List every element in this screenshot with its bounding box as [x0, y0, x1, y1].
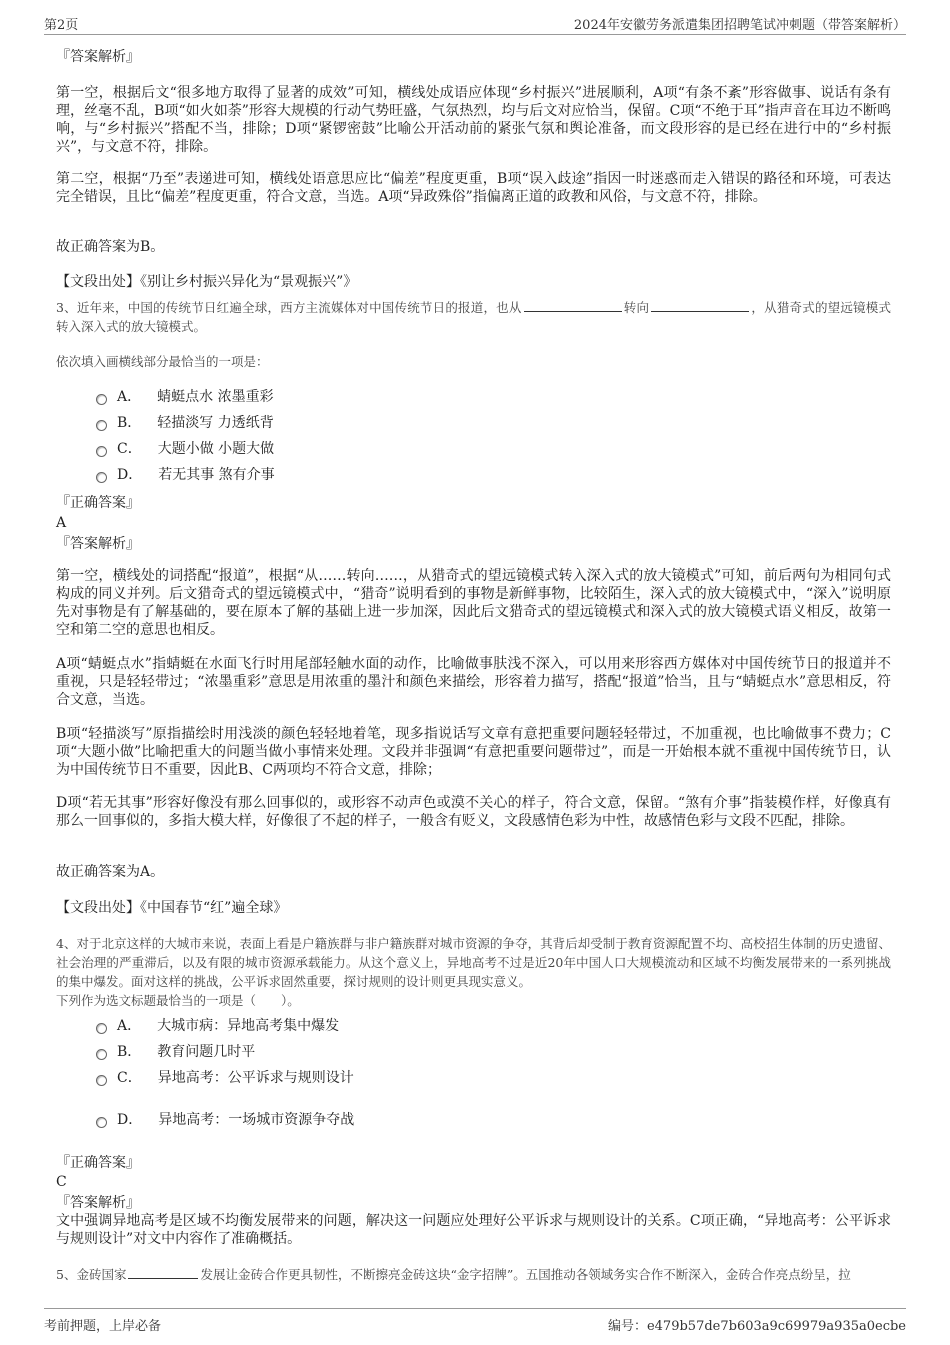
q3-conclusion: 故正确答案为A。: [56, 864, 165, 880]
q4-analysis: 文中强调异地高考是区域不均衡发展带来的问题，解决这一问题应处理好公平诉求与规则设计的关系。C项正确，“异地高考：公平诉求与规则设计”对文中内容作了准确概括。: [56, 1213, 891, 1247]
q3-option-d[interactable]: D． 若无其事 煞有介事: [96, 466, 275, 484]
q5-stem: 5、金砖国家 发展让金砖合作更具韧性，不断擦亮金砖这块“金字招牌”。五国推动各领域务实合作不断深入，金砖合作亮点纷呈，拉: [56, 1267, 851, 1282]
q2-conclusion: 故正确答案为B。: [56, 239, 165, 255]
q4-option-d[interactable]: D． 异地高考：一场城市资源争夺战: [96, 1111, 354, 1129]
radio-icon[interactable]: [96, 1117, 107, 1128]
document-title: 2024年安徽劳务派遣集团招聘笔试冲刺题（带答案解析）: [573, 18, 906, 33]
q4-option-c[interactable]: C． 异地高考：公平诉求与规则设计: [96, 1069, 354, 1087]
q3-analysis-p3: B项“轻描淡写”原指描绘时用浅淡的颜色轻轻地着笔，现多指说话写文章有意把重要问题轻轻带过，不加重视，也比喻做事不费力；C项“大题小做”比喻把重大的问题当做小事情来处理。文段并非强调“有意把重要问题带过”，而是一开始根本就不重视中国传统节日，认为中国传统节日不重要，因此B、C两项均不符合文意，排除；: [56, 726, 891, 778]
radio-icon[interactable]: [96, 420, 107, 431]
q4-answer: C: [56, 1174, 67, 1190]
q4-analysis-label: 『答案解析』: [56, 1195, 140, 1211]
q3-prompt: 依次填入画横线部分最恰当的一项是：: [56, 354, 269, 369]
radio-icon[interactable]: [96, 1049, 107, 1060]
q4-answer-label: 『正确答案』: [56, 1155, 140, 1171]
q4-prompt: 下列作为选文标题最恰当的一项是（ ）。: [56, 993, 300, 1008]
q2-analysis-p1: 第一空，根据后文“很多地方取得了显著的成效”可知，横线处成语应体现“乡村振兴”进展顺利，A项“有条不紊”形容做事、说话有条有理，丝毫不乱，B项“如火如荼”形容大规模的行动气势旺盛，气氛热烈，均与后文对应恰当，保留。C项“不绝于耳”指声音在耳边不断鸣响，与“乡村振兴”搭配不当，排除；D项“紧锣密鼓”比喻公开活动前的紧张气氛和舆论准备，而文段形容的是已经在进行中的“乡村振兴”，与文意不符，排除。: [56, 85, 891, 155]
q3-analysis-p2: A项“蜻蜓点水”指蜻蜓在水面飞行时用尾部轻触水面的动作，比喻做事肤浅不深入，可以用来形容西方媒体对中国传统节日的报道并不重视，只是轻轻带过；“浓墨重彩”意思是用浓重的墨汁和颜色来描绘，形容着力描写，搭配“报道”恰当，且与“蜻蜓点水”意思相反，符合文意，当选。: [56, 656, 891, 708]
q3-answer: A: [56, 515, 67, 531]
q5-blank-1: [128, 1266, 198, 1279]
q3-source: 【文段出处】《中国春节“红”遍全球》: [56, 900, 288, 916]
q3-option-b[interactable]: B． 轻描淡写 力透纸背: [96, 414, 274, 432]
radio-icon[interactable]: [96, 446, 107, 457]
q3-blank-1: [524, 299, 622, 312]
q4-stem: 4、对于北京这样的大城市来说，表面上看是户籍族群与非户籍族群对城市资源的争夺，其背后却受制于教育资源配置不均、高校招生体制的历史遗留、社会治理的严重滞后，以及有限的城市资源承载能力。从这个意义上，异地高考不过是近20年中国人口大规模流动和区域不均衡发展带来的一系列挑战的集中爆发。面对这样的挑战，公平诉求固然重要，探讨规则的设计则更具现实意义。: [56, 936, 891, 989]
q3-analysis-label: 『答案解析』: [56, 536, 140, 552]
q3-blank-2: [651, 299, 749, 312]
document-id: 编号：e479b57de7b603a9c69979a935a0ecbe: [607, 1319, 906, 1334]
q4-option-b[interactable]: B． 教育问题几时平: [96, 1043, 255, 1061]
radio-icon[interactable]: [96, 1023, 107, 1034]
footer-slogan: 考前押题，上岸必备: [44, 1319, 162, 1334]
radio-icon[interactable]: [96, 394, 107, 405]
radio-icon[interactable]: [96, 472, 107, 483]
page-footer: [44, 1308, 906, 1333]
radio-icon[interactable]: [96, 1075, 107, 1086]
q3-analysis-p4: D项“若无其事”形容好像没有那么回事似的，或形容不动声色或漠不关心的样子，符合文意，保留。“煞有介事”指装模作样，好像真有那么一回事似的，多指大模大样，好像很了不起的样子，一般含有贬义，文段感情色彩为中性，故感情色彩与文段不匹配，排除。: [56, 795, 891, 829]
page-number: 第2页: [44, 18, 79, 33]
q2-analysis-label: 『答案解析』: [56, 49, 140, 65]
q3-answer-label: 『正确答案』: [56, 495, 140, 511]
q3-option-c[interactable]: C． 大题小做 小题大做: [96, 440, 274, 458]
q4-option-a[interactable]: A． 大城市病：异地高考集中爆发: [96, 1017, 339, 1035]
q2-source: 【文段出处】《别让乡村振兴异化为“景观振兴”》: [56, 274, 358, 290]
q3-analysis-p1: 第一空，横线处的词搭配“报道”，根据“从……转向……，从猎奇式的望远镜模式转入深入式的放大镜模式”可知，前后两句为相同句式构成的同义并列。后文猎奇式的望远镜模式中，“猎奇”说明看到的事物是新鲜事物，比较陌生，深入式的放大镜模式中，“深入”说明原先对事物是有了解基础的，要在原本了解的基础上进一步加深，因此后文猎奇式的望远镜模式和深入式的放大镜模式语义相反，故第一空和第二空的意思也相反。: [56, 568, 891, 638]
q3-stem: 3、近年来，中国的传统节日红遍全球，西方主流媒体对中国传统节日的报道，也从 转向 ，从猎奇式的望远镜模式转入深入式的放大镜模式。: [56, 300, 891, 334]
q2-analysis-p2: 第二空，根据“乃至”表递进可知，横线处语意思应比“偏差”程度更重，B项“误入歧途”指因一时迷惑而走入错误的路径和环境，可表达完全错误，且比“偏差”程度更重，符合文意，当选。A项“异政殊俗”指偏离正道的政教和风俗，与文意不符，排除。: [56, 171, 891, 205]
page-header: [44, 12, 906, 35]
q3-option-a[interactable]: A． 蜻蜓点水 浓墨重彩: [96, 388, 274, 406]
